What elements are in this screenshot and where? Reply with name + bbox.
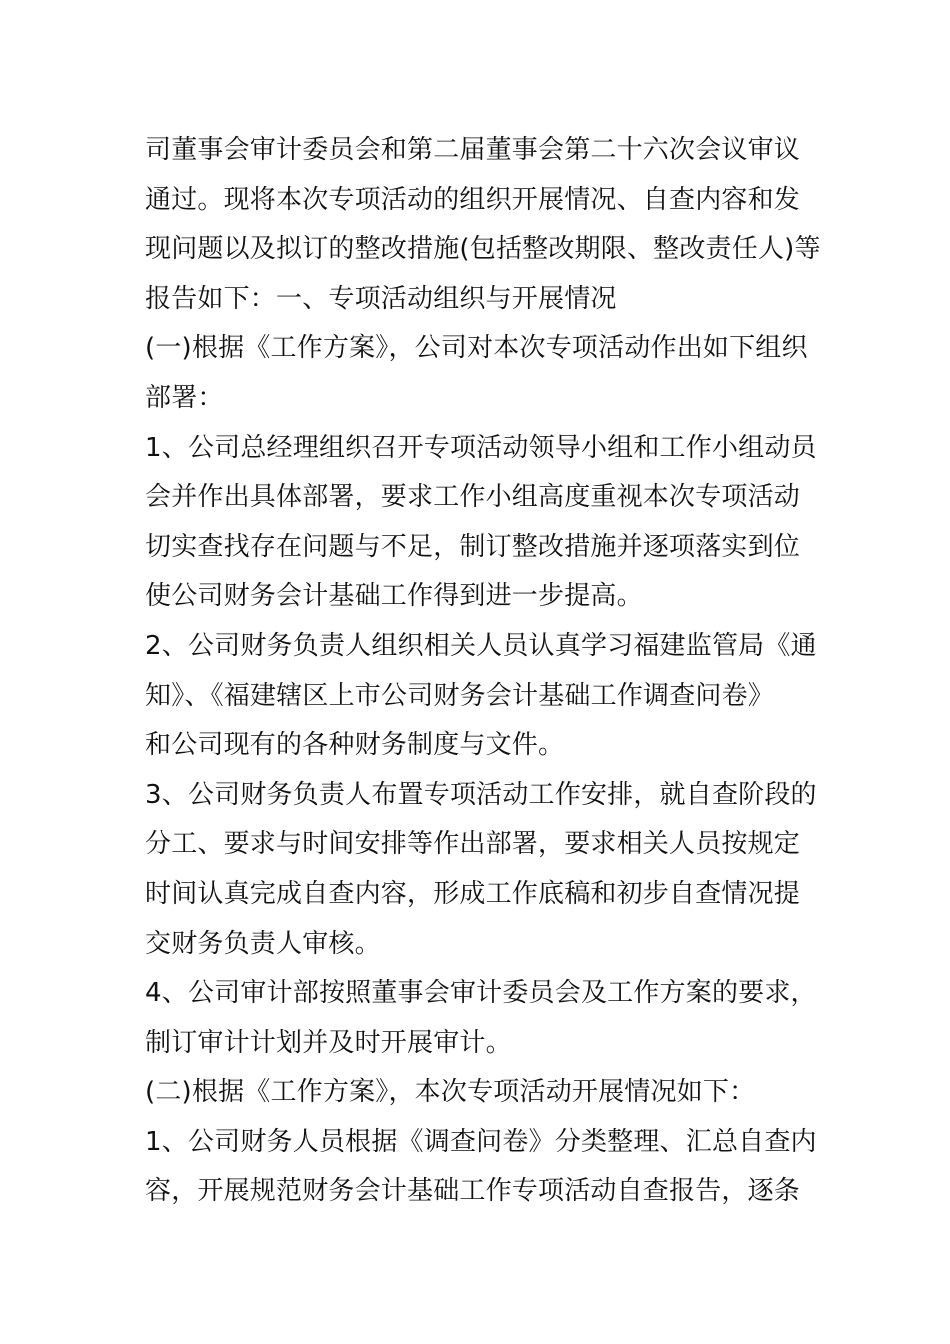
text-line: 时间认真完成自查内容，形成工作底稿和初步自查情况提	[145, 878, 801, 909]
text-line: 现问题以及拟订的整改措施(包括整改期限、整改责任人)等	[145, 234, 821, 265]
text-line: 分工、要求与时间安排等作出部署，要求相关人员按规定	[145, 829, 801, 860]
text-line: 会并作出具体部署，要求工作小组高度重视本次专项活动	[145, 482, 801, 513]
list-item-line: 1、公司财务人员根据《调查问卷》分类整理、汇总自查内	[145, 1126, 817, 1157]
text-line: 容，开展规范财务会计基础工作专项活动自查报告，逐条	[145, 1176, 801, 1207]
list-item-line: 2、公司财务负责人组织相关人员认真学习福建监管局《通	[145, 630, 817, 661]
text-line: 和公司现有的各种财务制度与文件。	[145, 730, 565, 761]
text-line: 通过。现将本次专项活动的组织开展情况、自查内容和发	[145, 184, 801, 215]
text-line: 报告如下：一、专项活动组织与开展情况	[145, 283, 617, 314]
text-line: 司董事会审计委员会和第二届董事会第二十六次会议审议	[145, 135, 801, 165]
text-line: 交财务负责人审核。	[145, 928, 381, 959]
list-item-line: 4、公司审计部按照董事会审计委员会及工作方案的要求，	[145, 978, 817, 1009]
text-line: 使公司财务会计基础工作得到进一步提高。	[145, 581, 643, 612]
section-heading-line: (一)根据《工作方案》，公司对本次专项活动作出如下组织	[145, 333, 808, 364]
text-line: 制订审计计划并及时开展审计。	[145, 1027, 512, 1058]
document-body	[145, 126, 821, 1217]
list-item-line: 3、公司财务负责人布置专项活动工作安排，就自查阶段的	[145, 779, 817, 810]
text-line: 切实查找存在问题与不足，制订整改措施并逐项落实到位	[145, 531, 801, 562]
list-item-line: 1、公司总经理组织召开专项活动领导小组和工作小组动员	[145, 432, 817, 463]
text-line: 知》、《福建辖区上市公司财务会计基础工作调查问卷》	[145, 680, 775, 711]
text-line: 部署：	[145, 382, 224, 413]
section-heading-line: (二)根据《工作方案》，本次专项活动开展情况如下：	[145, 1077, 756, 1108]
